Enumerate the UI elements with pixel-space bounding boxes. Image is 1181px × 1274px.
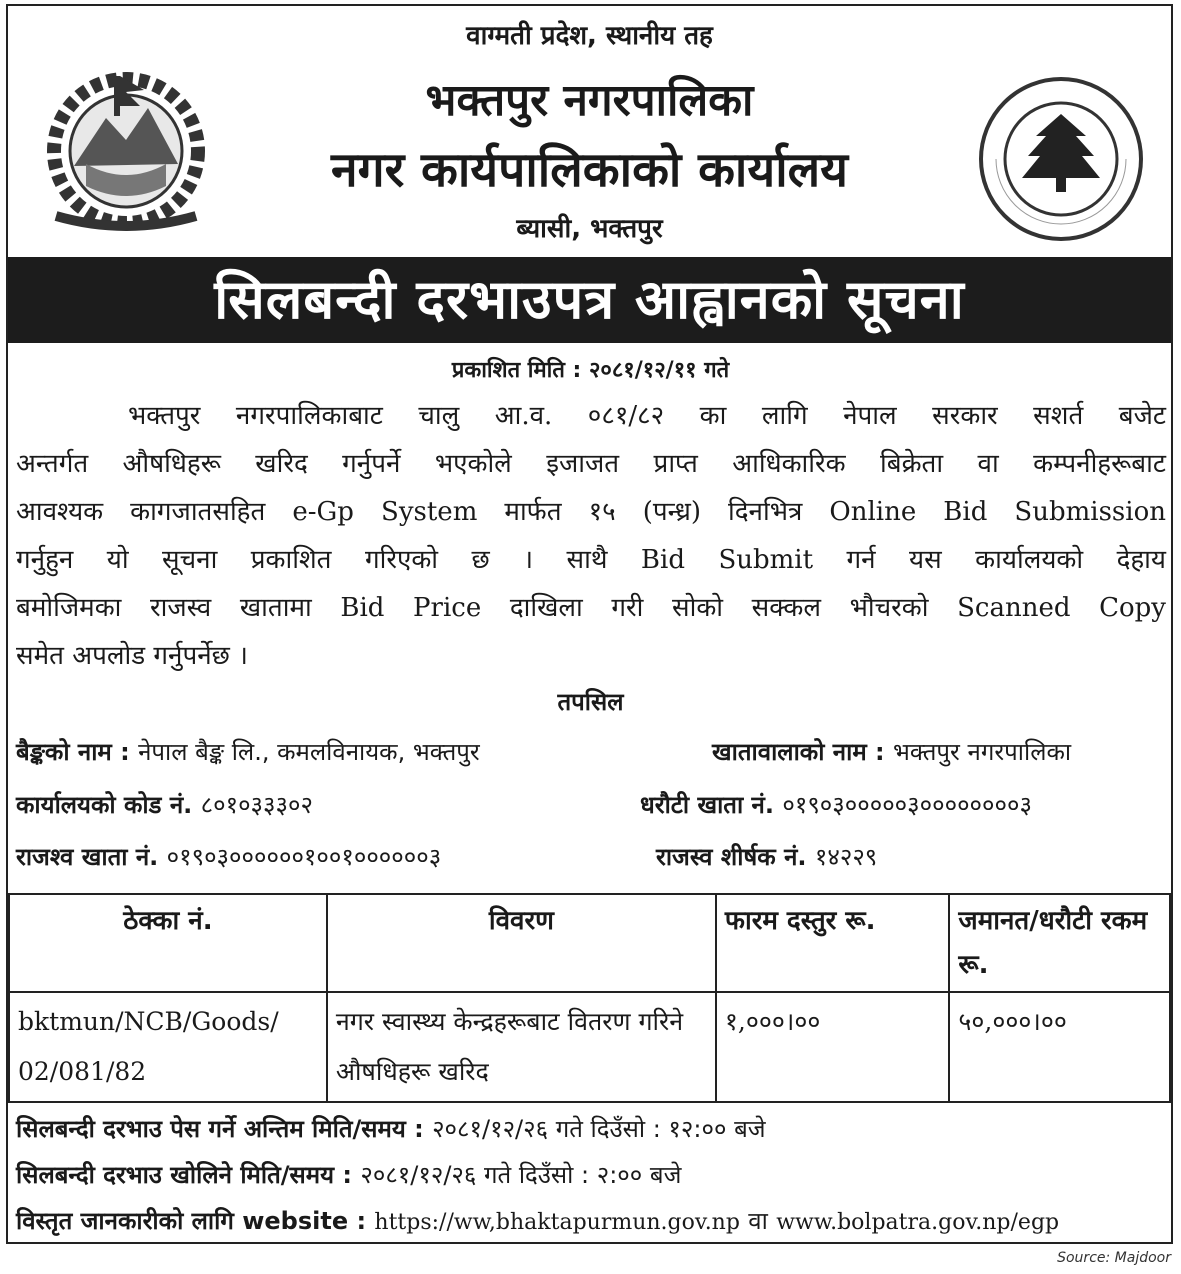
cell-contract-no: bktmun/NCB/Goods/ 02/081/82 (9, 992, 327, 1102)
cell-form-fee: १,०००।०० (716, 992, 949, 1102)
account-holder-row (712, 735, 1071, 768)
deposit-account-row (640, 788, 1032, 821)
province-line: वाग्मती प्रदेश, स्थानीय तह (466, 21, 713, 51)
body-line-5: बमोजिमका राजस्व खातामा Bid Price दाखिला गरी सोको सक्कल भौचरको Scanned Copy (16, 593, 1166, 623)
notice-title-banner: सिलबन्दी दरभाउपत्र आह्वानको सूचना (8, 257, 1171, 343)
submission-deadline (16, 1112, 766, 1145)
col-security: जमानत/धरौटी रकम रू. (949, 894, 1170, 992)
source-credit: Source: Majdoor (1057, 1250, 1171, 1266)
notice-header (8, 6, 1171, 256)
contract-table (8, 893, 1171, 1103)
col-form-fee: फारम दस्तुर रू. (716, 894, 949, 992)
website-or: वा (748, 1207, 768, 1235)
table-header-row (9, 894, 1170, 992)
opening-time (16, 1158, 681, 1191)
col-description: विवरण (327, 894, 716, 992)
revenue-head-label: राजस्व शीर्षक नं. (656, 843, 807, 871)
office-code-value: ८०१०३३३०२ (200, 791, 313, 819)
revenue-account-value: ०१९०३००००००१००१००००००३ (166, 843, 442, 871)
opening-value: २०८१/१२/२६ गते दिउँसो : २:०० बजे (360, 1161, 682, 1189)
revenue-head-row (656, 840, 877, 873)
website-link-1[interactable]: https://ww,bhaktapurmun.gov.np (374, 1210, 740, 1235)
account-holder-label: खातावालाको नाम : (712, 738, 885, 766)
revenue-account-label: राजश्व खाता नं. (16, 843, 159, 871)
body-line-3: आवश्यक कागजातसहित e-Gp System मार्फत १५ (पन्ध्र) दिनभित्र Online Bid Submission (16, 497, 1166, 527)
publish-date: प्रकाशित मिति : २०८१/१२/११ गते (451, 358, 730, 383)
details-heading: तपसिल (557, 688, 624, 716)
table-row (9, 992, 1170, 1102)
municipality-name: भक्तपुर नगरपालिका (425, 75, 754, 126)
municipality-seal-icon (976, 74, 1146, 244)
bank-name-value: नेपाल बैङ्क लि., कमलविनायक, भक्तपुर (138, 738, 480, 766)
office-location: ब्यासी, भक्तपुर (516, 214, 663, 244)
revenue-head-value: १४२२९ (814, 843, 878, 871)
office-code-row (16, 788, 313, 821)
cell-description: नगर स्वास्थ्य केन्द्रहरूबाट वितरण गरिने औषधिहरू खरिद (327, 992, 716, 1102)
cell-security: ५०,०००।०० (949, 992, 1170, 1102)
deposit-account-label: धरौटी खाता नं. (640, 791, 774, 819)
deadline-label: सिलबन्दी दरभाउ पेस गर्ने अन्तिम मिति/समय : (16, 1115, 424, 1143)
account-holder-value: भक्तपुर नगरपालिका (893, 738, 1072, 766)
opening-label: सिलबन्दी दरभाउ खोलिने मिति/समय : (16, 1161, 352, 1189)
body-line-6: समेत अपलोड गर्नुपर्नेछ । (16, 641, 248, 671)
office-code-label: कार्यालयको कोड नं. (16, 791, 193, 819)
body-line-2: अन्तर्गत औषधिहरू खरिद गर्नुपर्ने भएकोले इजाजत प्राप्त आधिकारिक बिक्रेता वा कम्पनीहरूबाट (16, 449, 1166, 479)
website-link-2[interactable]: www.bolpatra.gov.np/egp (776, 1210, 1060, 1235)
revenue-account-row (16, 840, 441, 873)
col-contract-no: ठेक्का नं. (9, 894, 327, 992)
bank-name-label: बैङ्कको नाम : (16, 738, 130, 766)
deposit-account-value: ०१९०३०००००३००००००००३ (782, 791, 1032, 819)
body-line-4: गर्नुहुन यो सूचना प्रकाशित गरिएको छ । साथै Bid Submit गर्न यस कार्यालयको देहाय (16, 545, 1166, 575)
website-info (16, 1204, 1059, 1237)
deadline-value: २०८१/१२/२६ गते दिउँसो : १२:०० बजे (432, 1115, 766, 1143)
body-line-1: भक्तपुर नगरपालिकाबाट चालु आ.व. ०८१/८२ का लागि नेपाल सरकार सशर्त बजेट (128, 401, 1166, 431)
website-label: विस्तृत जानकारीको लागि website : (16, 1207, 367, 1235)
bank-name-row (16, 735, 480, 768)
office-name: नगर कार्यपालिकाको कार्यालय (330, 142, 849, 198)
